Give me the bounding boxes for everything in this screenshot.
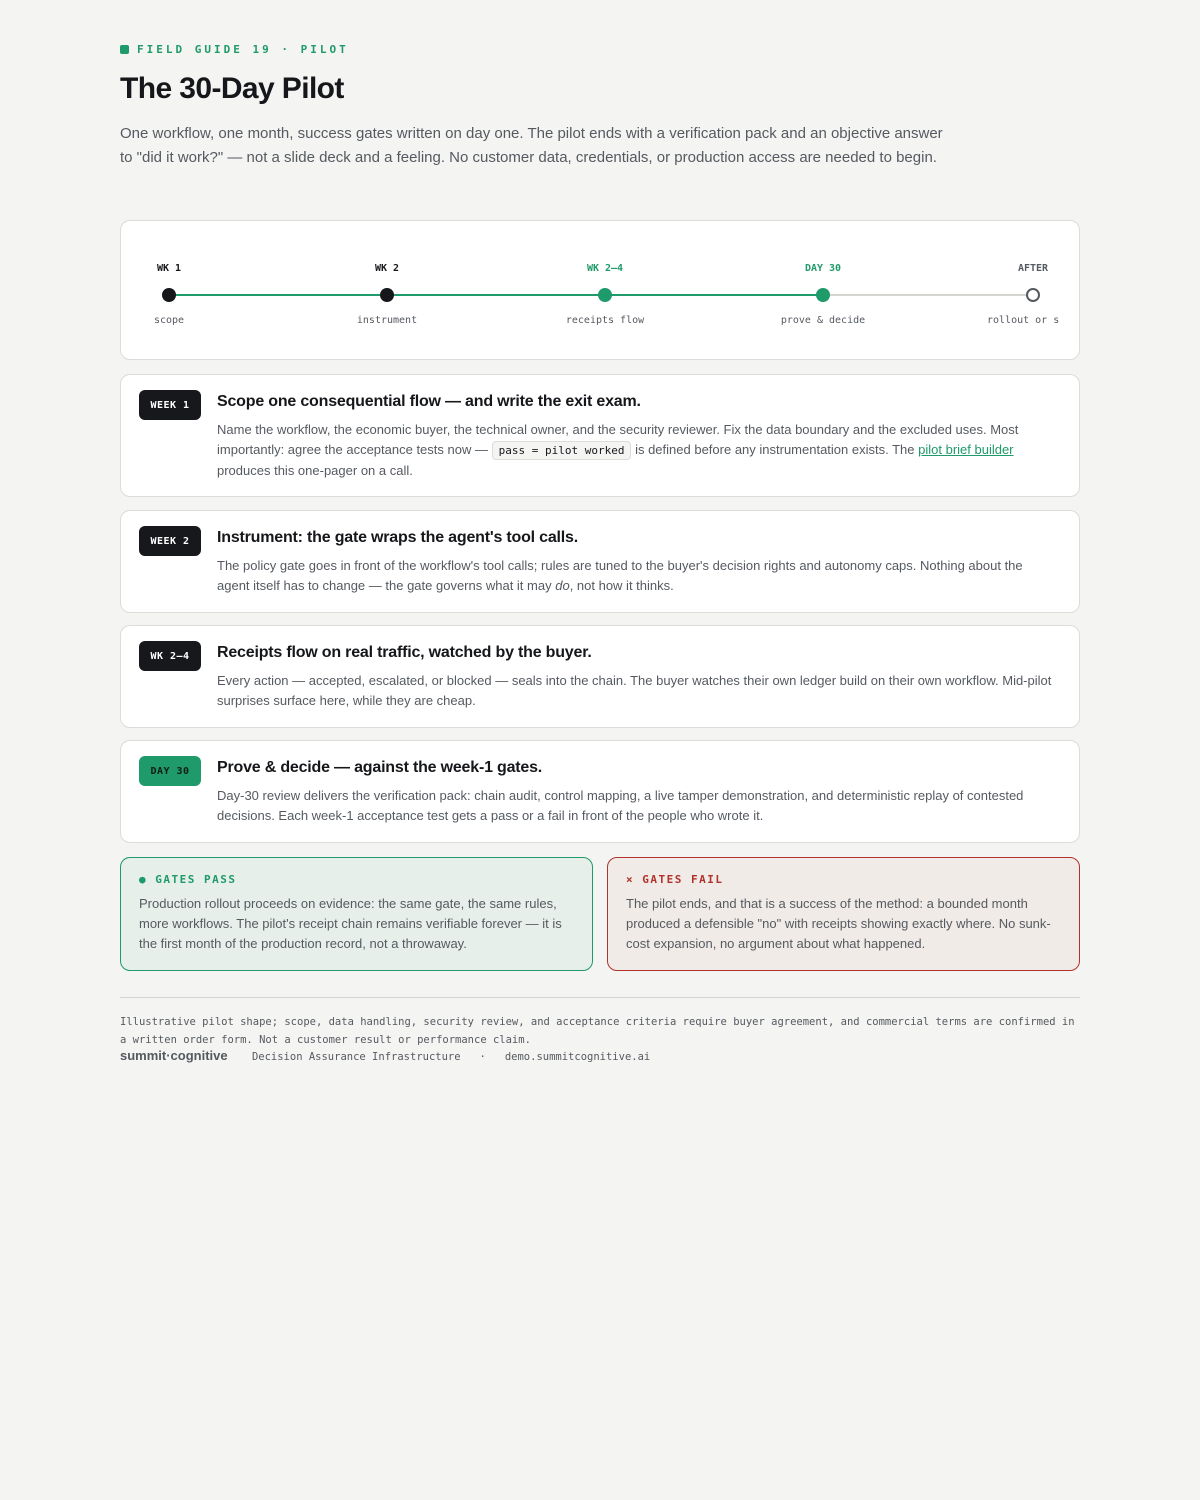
phase-body: [217, 556, 1057, 596]
phase-card-wk2-4: [120, 625, 1080, 728]
page-lede: One workflow, one month, success gates written on day one. The pilot ends with a verification pack and an objective answer to "did it work?" — not a slide deck and a feeling. No customer data, credentials, or production access are needed to begin.: [120, 125, 943, 166]
phase-title: Instrument: the gate wraps the agent's tool calls.: [217, 529, 578, 546]
phase-title: Receipts flow on real traffic, watched by the buyer.: [217, 644, 592, 661]
timeline-node-label: DAY 30: [804, 263, 842, 274]
gates-pass-title: GATES PASS: [155, 873, 237, 886]
timeline-remaining-line: [823, 294, 1033, 296]
timeline-card: [120, 220, 1080, 360]
phase-body: [217, 420, 1057, 481]
phase-body-text: , not how it thinks.: [569, 578, 674, 593]
phase-body-text: The policy gate goes in front of the workflow's tool calls; rules are tuned to the buyer's decision rights and autonomy caps. Nothing about the agent itself has to change — the gate governs what it may: [217, 558, 1023, 593]
timeline-node-sub: instrument: [356, 315, 418, 326]
eyebrow-square-icon: [120, 45, 129, 54]
timeline-node-label: WK 1: [156, 263, 182, 274]
timeline-node-sub: receipts flow: [565, 315, 645, 326]
timeline-node-sub: prove & decide: [780, 315, 866, 326]
phase-title: Scope one consequential flow — and write the exit exam.: [217, 393, 641, 410]
phase-body-text: is defined before any instrumentation exists. The: [635, 442, 915, 457]
gates-fail-box: [607, 857, 1080, 971]
phase-title: Prove & decide — against the week-1 gates.: [217, 759, 543, 776]
phase-badge: DAY 30: [139, 756, 201, 786]
footer-tagline: Decision Assurance Infrastructure: [251, 1051, 461, 1063]
footer: [120, 1048, 1080, 1063]
brand-wordmark: summit·cognitive: [120, 1048, 228, 1063]
phase-body: Every action — accepted, escalated, or blocked — seals into the chain. The buyer watches their own ledger build on their own workflow. Mid-pilot surprises surface here, while they are cheap.: [217, 673, 1052, 708]
cross-icon: ×: [626, 873, 635, 886]
timeline-node-label: WK 2–4: [586, 263, 624, 274]
gates-pass-body: Production rollout proceeds on evidence: the same gate, the same rules, more workflows. The pilot's receipt chain remains verifiable forever — it is the first month of the production record, not a throwaway.: [139, 896, 562, 951]
phase-card-week2: [120, 510, 1080, 613]
eyebrow-label: FIELD GUIDE 19 · PILOT: [137, 43, 349, 56]
phase-body-text: Name the workflow, the economic buyer, the technical owner, and the security reviewer. Fix the data boundary and the excluded uses. Most importantly: agree the acceptance tests now —: [217, 422, 1019, 457]
pilot-brief-builder-link[interactable]: pilot brief builder: [918, 442, 1014, 457]
phase-badge: WEEK 1: [139, 390, 201, 420]
gates-pass-box: [120, 857, 593, 971]
timeline-node-sub: scope: [153, 315, 185, 326]
active-dot-icon: [816, 288, 830, 302]
pending-dot-icon: [1026, 288, 1040, 302]
phase-card-day30: [120, 740, 1080, 843]
timeline-node-label: WK 2: [374, 263, 400, 274]
footer-separator: ·: [479, 1051, 486, 1063]
timeline-progress-line: [169, 294, 823, 296]
timeline-node-sub: rollout or s: [987, 315, 1060, 326]
eyebrow: [120, 43, 349, 56]
gates-pass-heading: [139, 873, 236, 886]
phase-body-emphasis: do: [555, 578, 570, 593]
timeline-node-label: AFTER: [1017, 263, 1049, 274]
disclaimer: Illustrative pilot shape; scope, data handling, security review, and acceptance criteria require buyer agreement, and commercial terms are confirmed in a written order form. Not a customer result or performance claim.: [120, 1016, 1075, 1046]
footer-url[interactable]: demo.summitcognitive.ai: [504, 1051, 651, 1063]
acceptance-code-snippet: pass = pilot worked: [492, 441, 632, 460]
phase-body-text: produces this one-pager on a call.: [217, 463, 413, 478]
gates-fail-heading: [626, 873, 723, 886]
footer-divider: [120, 997, 1080, 998]
phase-badge: WEEK 2: [139, 526, 201, 556]
phase-card-week1: [120, 374, 1080, 497]
phase-body: Day-30 review delivers the verification pack: chain audit, control mapping, a live tamper demonstration, and deterministic replay of contested decisions. Each week-1 acceptance test gets a pass or a fail in front of the people who wrote it.: [217, 788, 1024, 823]
phase-badge: WK 2–4: [139, 641, 201, 671]
completed-dot-icon: [380, 288, 394, 302]
completed-dot-icon: [162, 288, 176, 302]
gates-fail-title: GATES FAIL: [642, 873, 724, 886]
active-dot-icon: [598, 288, 612, 302]
page-title: The 30-Day Pilot: [120, 72, 344, 105]
gates-fail-body: The pilot ends, and that is a success of the method: a bounded month produced a defensible "no" with receipts showing exactly where. No sunk-cost expansion, no argument about what happened.: [626, 896, 1051, 951]
bullet-icon: ●: [139, 873, 148, 886]
